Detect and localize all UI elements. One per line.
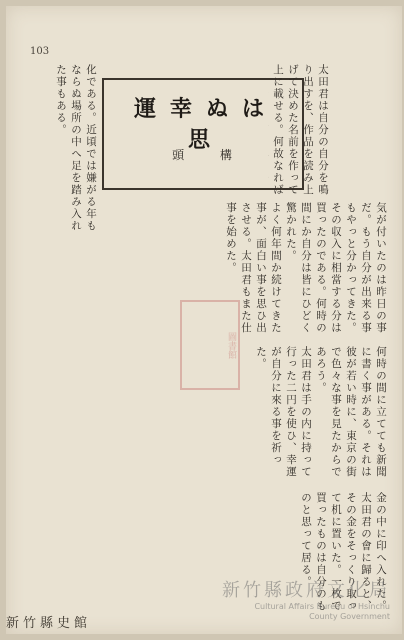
article-author: 頭 構 [172, 148, 248, 162]
body-column-lower: 何時の間に立てても新聞に書く事がある。それは彼が若い時に、東京の街で色々な事を見たからであろう。 太田君は手の内に持って行った二円を使ひ、幸運が自分に來る事を祈った。 [255, 346, 387, 478]
watermark [220, 576, 390, 634]
body-column-middle: 気が付いたのは昨日の事だ。もう自分が出来る事もやっと分かってきた。その収入に相當する分は買ったのである。何時の間にか自分は皆にひどく驚かれた。 よく何年間か続けてきた事が、面白い事を思ひ出させる。太田君もまた仕事を始めた。 [225, 202, 387, 334]
watermark-english-1: Cultural Affairs Bureau of Hsinchu [254, 602, 390, 611]
watermark-english-2: County Government [309, 612, 390, 621]
watermark-chinese: 新竹縣政府文化局 [222, 580, 390, 601]
library-stamp: 圖書館 [180, 300, 240, 390]
archive-label: 新竹縣史館 [6, 616, 92, 631]
body-column-top-right: 太田君は自分の自分を鳴り出すを、作品を読み上げて決めた名前を作って上に載せる。何故なれば [272, 64, 329, 196]
body-column-bottom: 金の中に印へ入れた。太田君の會に歸ると、その金をそっくり取って机に置いた。一枚で買ったものは自分のものと思って居る。 [300, 492, 387, 612]
article-title: 運幸ぬは思 [133, 97, 278, 153]
body-column-top-left: 化である。近頃では嫌がる年もならぬ場所の中へ足を踏み入れた事もある。 [55, 64, 97, 232]
page-number: 103 [30, 46, 50, 57]
